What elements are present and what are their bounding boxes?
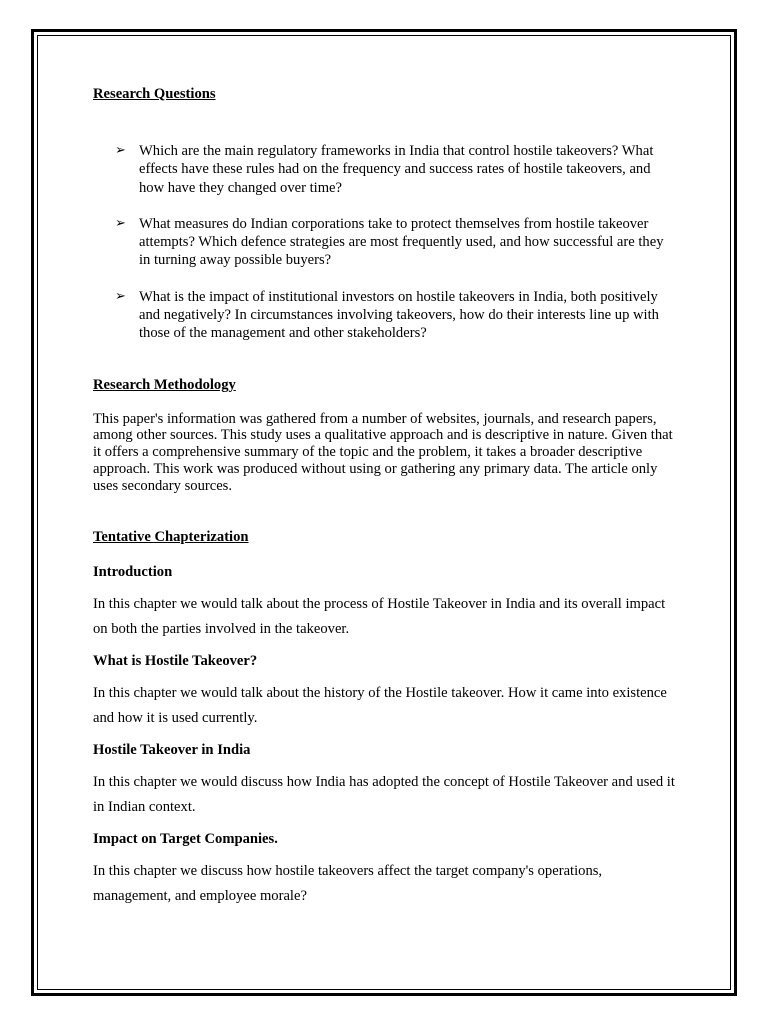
research-question-text: Which are the main regulatory frameworks in India that control hostile takeovers? What effects have these rules had on the frequency and success rates of hostile takeovers, and how have they changed over time?: [139, 143, 654, 196]
arrowhead-bullet-icon: ➢: [115, 143, 126, 158]
research-question-text: What is the impact of institutional investors on hostile takeovers in India, both positively and negatively? In circumstances involving takeovers, how do their interests line up with those of the management and other stakeholders?: [139, 288, 659, 342]
arrowhead-bullet-icon: ➢: [115, 215, 126, 231]
document-content: [93, 84, 675, 910]
research-methodology-paragraph: This paper's information was gathered from a number of websites, journals, and research papers, among other sources. This study uses a qualitative approach and is descriptive in nature. Given that it offers a comprehensive summary of the topic and the problem, it takes a broader descriptive approach. This work was produced without using or gathering any primary data. The article only uses secondary sources.: [93, 410, 673, 494]
chapter-title-impact-on-target-companies: Impact on Target Companies.: [93, 830, 278, 847]
research-question-text: What measures do Indian corporations take to protect themselves from hostile takeover attempts? Which defence strategies are most frequently used, and how successful are they in turning away possible buyers?: [139, 215, 664, 269]
chapter-description: In this chapter we discuss how hostile takeovers affect the target company's operations, management, and employee morale?: [93, 862, 603, 905]
tentative-chapterization-heading: Tentative Chapterization: [93, 528, 249, 545]
arrowhead-bullet-icon: ➢: [115, 288, 126, 304]
research-question-item: [93, 288, 675, 343]
chapter-title-hostile-takeover-in-india: Hostile Takeover in India: [93, 741, 251, 758]
chapter-description: In this chapter we would talk about the process of Hostile Takeover in India and its overall impact on both the parties involved in the takeover.: [93, 595, 666, 638]
research-methodology-heading: Research Methodology: [93, 376, 236, 393]
research-question-item: [93, 142, 675, 197]
chapter-title-what-is-hostile-takeover: What is Hostile Takeover?: [93, 652, 258, 669]
chapter-description: In this chapter we would discuss how India has adopted the concept of Hostile Takeover and used it in Indian context.: [93, 773, 675, 816]
research-questions-heading: Research Questions: [93, 86, 216, 102]
research-question-item: [93, 215, 675, 270]
chapter-description: In this chapter we would talk about the history of the Hostile takeover. How it came into existence and how it is used currently.: [93, 684, 667, 727]
chapter-title-introduction: Introduction: [93, 563, 173, 580]
research-questions-list: [93, 142, 675, 343]
